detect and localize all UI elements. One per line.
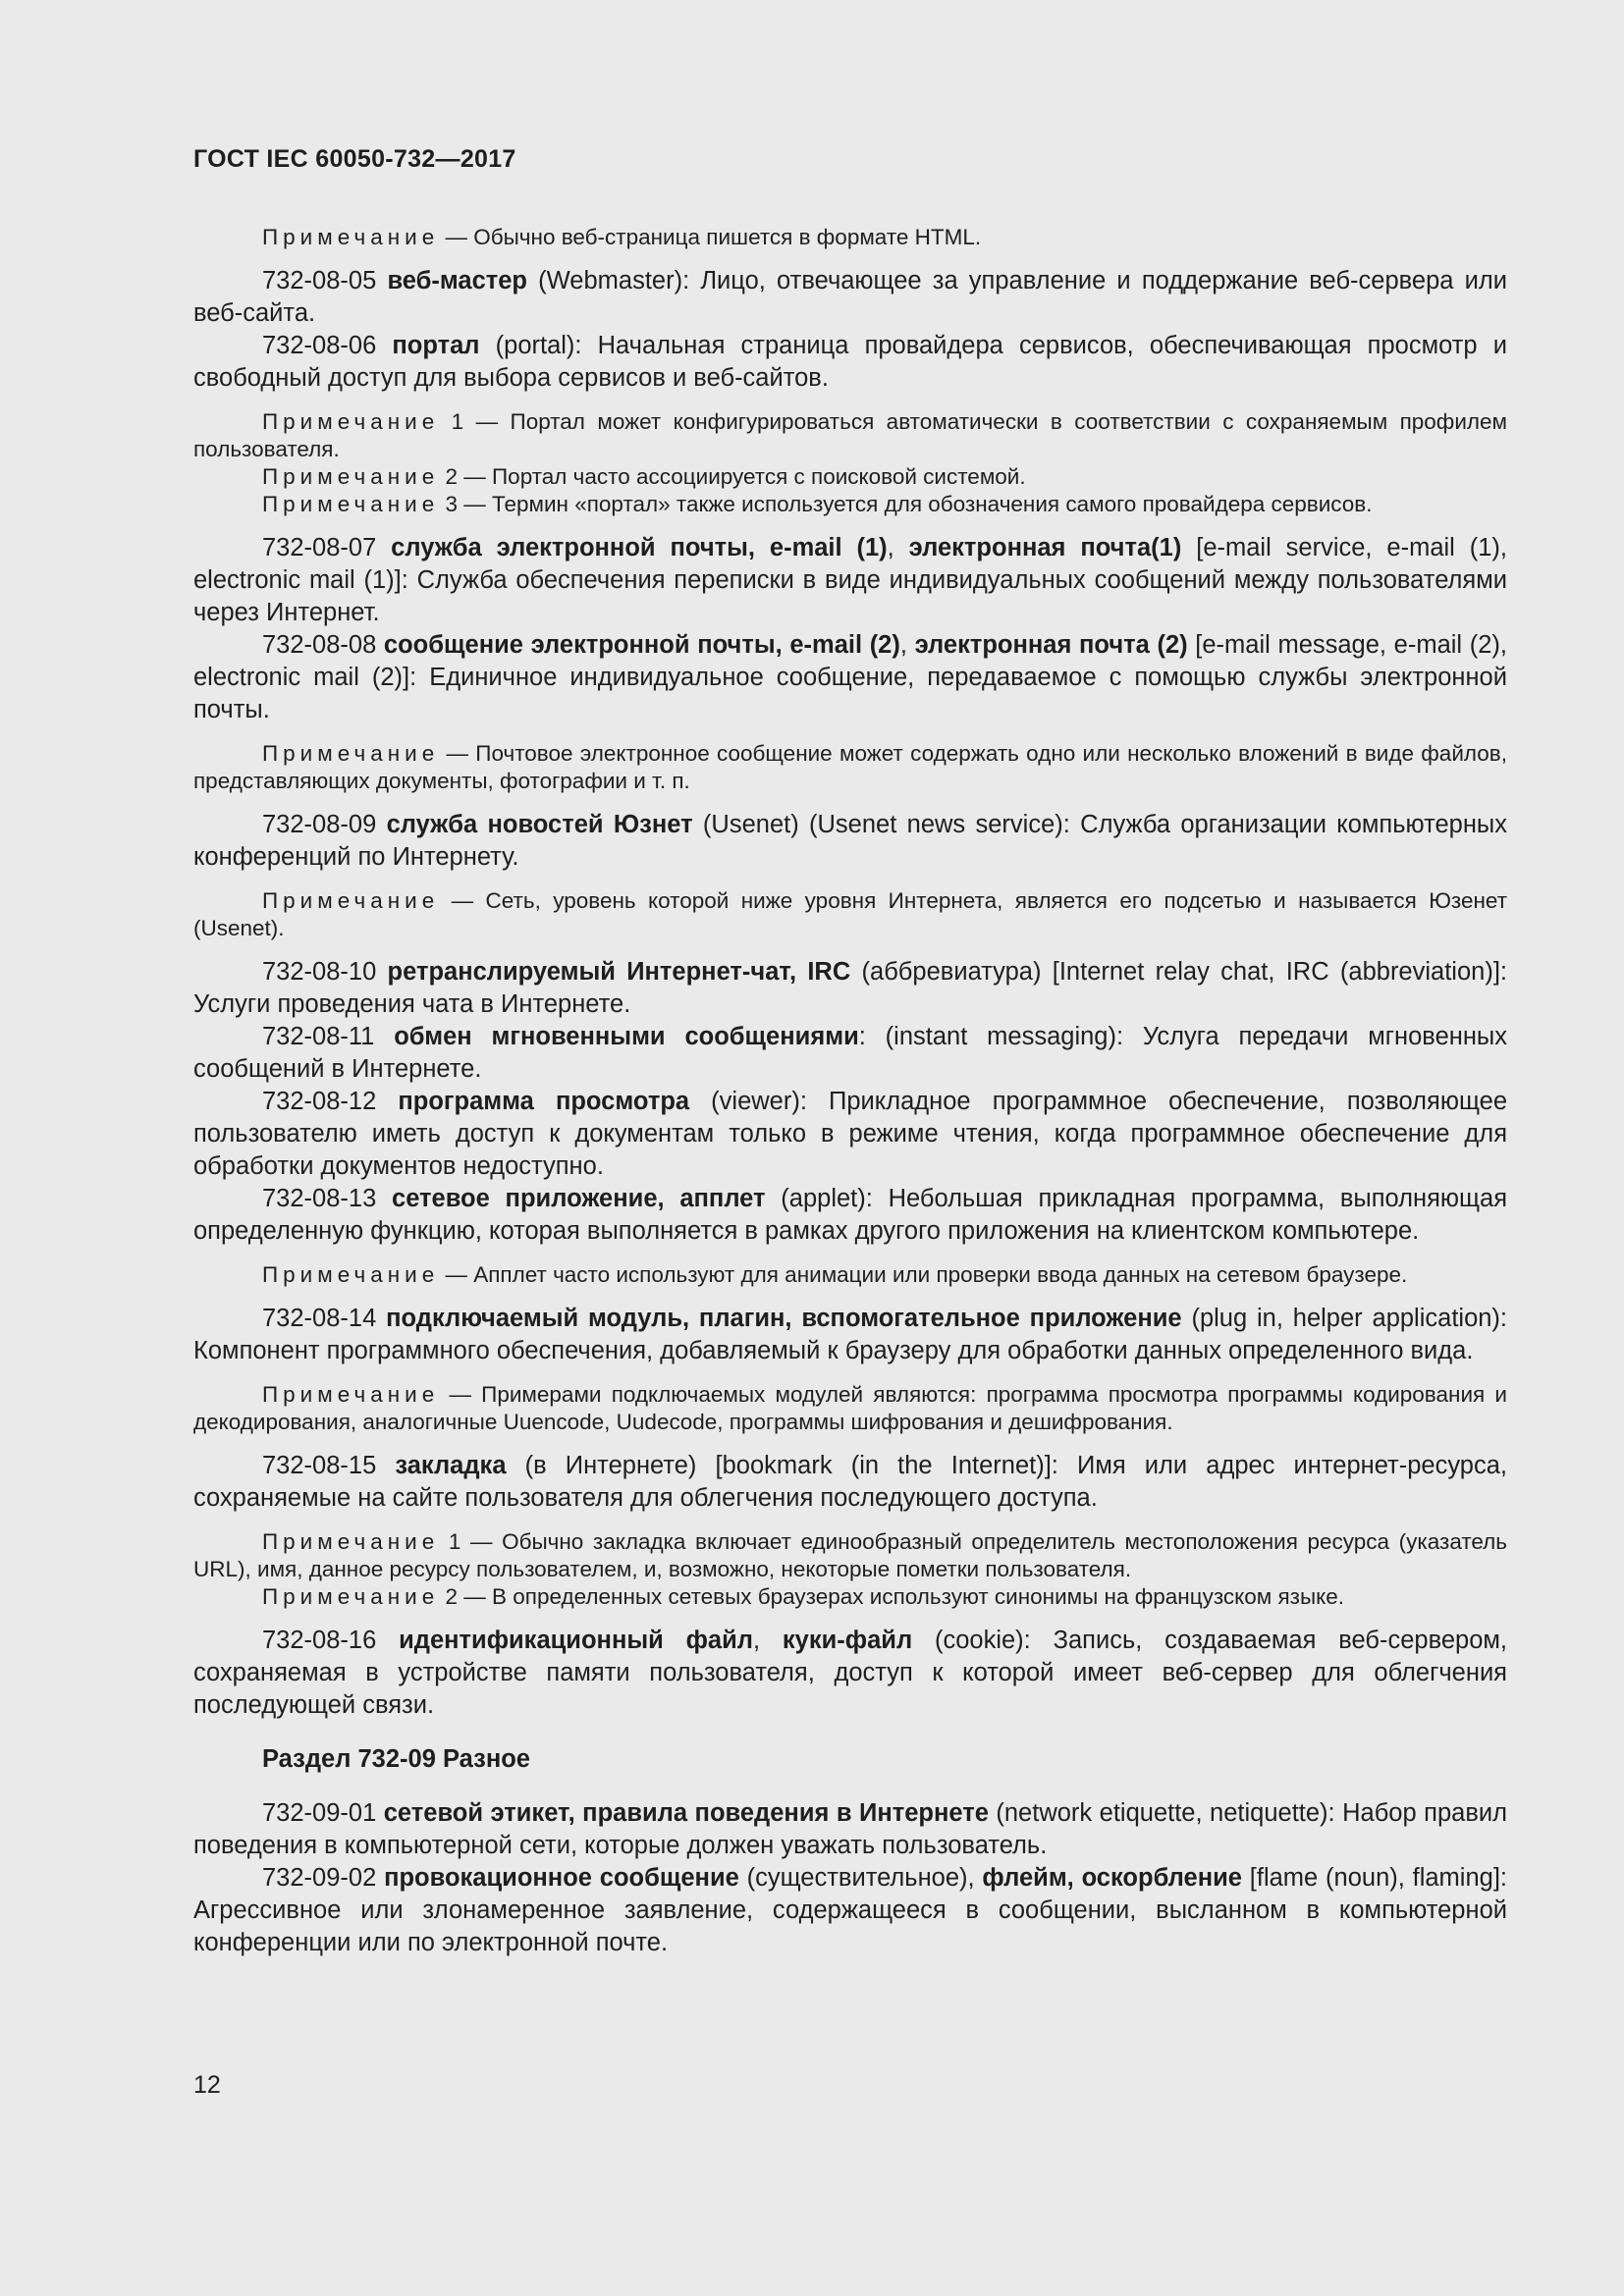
term-entry-732-08-07: 732-08-07 служба электронной почты, e-mail (1), электронная почта(1) [e-mail service, e-mail (1), electronic mail (1)]: Служба обеспечения переписки в виде индивидуальных сообщений между пользователями через Интернет. (193, 534, 1508, 626)
term-entry-732-08-14: 732-08-14 подключаемый модуль, плагин, вспомогательное приложение (plug in, helper application): Компонент программного обеспечения, добавляемый к браузеру для обработки данных определенного вида. (193, 1305, 1508, 1364)
term-entry-732-08-16: 732-08-16 идентификационный файл, куки-файл (cookie): Запись, создаваемая веб-сервером, сохраняемая в устройстве памяти пользователя, доступ к которой имеет веб-сервер для облегчения последующей связи. (193, 1627, 1508, 1719)
term: веб-мастер (387, 267, 528, 294)
note: Примечание — Сеть, уровень которой ниже уровня Интернета, является его подсетью и называется Юзенет (Usenet). (193, 888, 1507, 940)
note: Примечание — Почтовое электронное сообщение может содержать одно или несколько вложений в виде файлов, представляющих документы, фотографии и т. п. (193, 741, 1507, 793)
note-label: Примечание (262, 1382, 440, 1407)
page-number: 12 (193, 2071, 221, 2099)
term-entry-732-09-01: 732-09-01 сетевой этикет, правила поведения в Интернете (network etiquette, netiquette): Набор правил поведения в компьютерной сети, которые должен уважать пользователь. (193, 1799, 1507, 1859)
term: электронная почта (2) (914, 631, 1188, 659)
note-label: Примечание (262, 492, 440, 516)
note: Примечание 1 — Обычно закладка включает единообразный определитель местоположения ресурса (указатель URL), имя, данное ресурсу пользователем, и, возможно, некоторые пометки пользователя. (193, 1529, 1508, 1581)
term-entry-732-08-09: 732-08-09 служба новостей Юзнет (Usenet) (Usenet news service): Служба организации компьютерных конференций по Интернету. (193, 811, 1508, 871)
note-label: Примечание (262, 1529, 440, 1554)
note: Примечание — Примерами подключаемых модулей являются: программа просмотра программы кодирования и декодирования, аналогичные Uuencode, Uudecode, программы шифрования и дешифрования. (193, 1382, 1507, 1434)
note: Примечание 2 — Портал часто ассоциируется с поисковой системой. (262, 464, 1026, 489)
term: сообщение электронной почты, e-mail (2) (383, 631, 900, 659)
note-label: Примечание (262, 225, 440, 249)
term: закладка (395, 1452, 507, 1479)
term-entry-732-09-02: 732-09-02 провокационное сообщение (существительное), флейм, оскорбление [flame (noun), flaming]: Агрессивное или злонамеренное заявление, содержащееся в сообщении, высланном в компьютерной конференции или по электронной почте. (193, 1864, 1507, 1956)
term: провокационное сообщение (384, 1864, 739, 1892)
note-label: Примечание (262, 888, 440, 913)
term: идентификационный файл (399, 1627, 753, 1654)
term: служба новостей Юзнет (386, 811, 693, 838)
term: ретранслируемый Интернет-чат, IRC (387, 958, 851, 986)
term: куки-файл (782, 1627, 913, 1654)
note-label: Примечание (262, 1584, 440, 1609)
note-label: Примечание (262, 741, 440, 766)
term-entry-732-08-06: 732-08-06 портал (portal): Начальная страница провайдера сервисов, обеспечивающая просмотр и свободный доступ для выбора сервисов и веб-сайтов. (193, 332, 1508, 392)
term: портал (392, 332, 480, 359)
note-label: Примечание (262, 464, 440, 489)
note-label: Примечание (262, 409, 440, 434)
term: флейм, оскорбление (982, 1864, 1242, 1892)
term: электронная почта(1) (908, 534, 1182, 561)
note: Примечание 1 — Портал может конфигурироваться автоматически в соответствии с сохраняемым профилем пользователя. (193, 409, 1508, 461)
term: служба электронной почты, e-mail (1) (391, 534, 888, 561)
document-body (193, 224, 1507, 1959)
term-entry-732-08-08: 732-08-08 сообщение электронной почты, e-mail (2), электронная почта (2) [e-mail message, e-mail (2), electronic mail (2)]: Единичное индивидуальное сообщение, передаваемое с помощью службы электронной почты. (193, 631, 1507, 723)
term-entry-732-08-05: 732-08-05 веб-мастер (Webmaster): Лицо, отвечающее за управление и поддержание веб-сервера или веб-сайта. (193, 267, 1508, 327)
document-header: ГОСТ IEC 60050-732—2017 (193, 145, 516, 173)
term: сетевое приложение, апплет (392, 1185, 766, 1212)
term: подключаемый модуль, плагин, вспомогательное приложение (386, 1305, 1182, 1332)
term: программа просмотра (398, 1088, 690, 1115)
section-heading: Раздел 732-09 Разное (262, 1745, 530, 1773)
term-entry-732-08-13: 732-08-13 сетевое приложение, апплет (applet): Небольшая прикладная программа, выполняющая определенную функцию, которая выполняется в рамках другого приложения на клиентском компьютере. (193, 1185, 1507, 1245)
term-entry-732-08-11: 732-08-11 обмен мгновенными сообщениями: (instant messaging): Услуга передачи мгновенных сообщений в Интернете. (193, 1023, 1507, 1083)
note: Примечание — Обычно веб-страница пишется в формате HTML. (262, 225, 982, 249)
term-entry-732-08-10: 732-08-10 ретранслируемый Интернет-чат, IRC (аббревиатура) [Internet relay chat, IRC (abbreviation)]: Услуги проведения чата в Интернете. (193, 958, 1507, 1018)
note: Примечание 2 — В определенных сетевых браузерах используют синонимы на французском языке. (262, 1584, 1345, 1609)
note-label: Примечание (262, 1262, 440, 1287)
term: обмен мгновенными сообщениями (394, 1023, 859, 1050)
term-entry-732-08-15: 732-08-15 закладка (в Интернете) [bookmark (in the Internet)]: Имя или адрес интернет-ресурса, сохраняемые на сайте пользователя для облегчения последующего доступа. (193, 1452, 1508, 1512)
note: Примечание — Апплет часто используют для анимации или проверки ввода данных на сетевом браузере. (262, 1262, 1408, 1287)
term: сетевой этикет, правила поведения в Интернете (383, 1799, 989, 1827)
note: Примечание 3 — Термин «портал» также используется для обозначения самого провайдера сервисов. (262, 492, 1373, 516)
term-entry-732-08-12: 732-08-12 программа просмотра (viewer): Прикладное программное обеспечение, позволяющее пользователю иметь доступ к документам только в режиме чтения, когда программное обеспечение для обработки документов недоступно. (193, 1088, 1508, 1180)
